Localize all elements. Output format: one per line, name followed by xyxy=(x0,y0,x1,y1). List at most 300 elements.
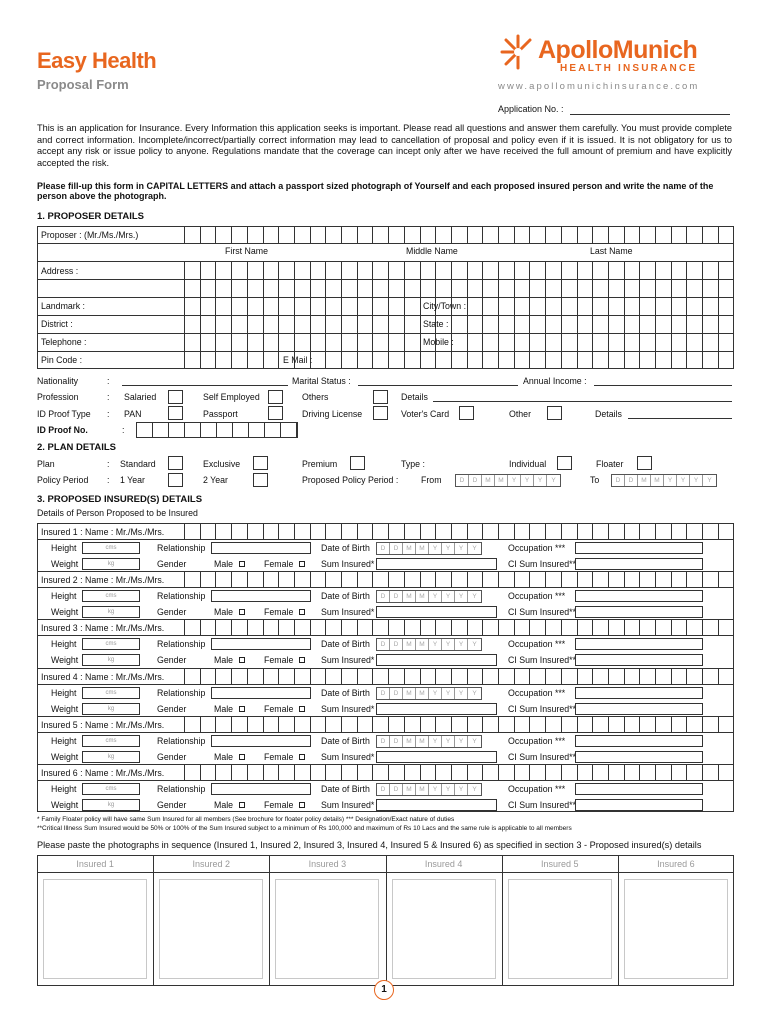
grid-cell-line xyxy=(529,351,530,369)
date-digit-cell[interactable]: M xyxy=(403,591,416,602)
name-row-line xyxy=(37,732,734,733)
gender-label: Gender xyxy=(157,559,187,569)
relationship-label: Relationship xyxy=(157,687,206,698)
male-checkbox[interactable] xyxy=(239,657,245,663)
relationship-field[interactable] xyxy=(211,638,311,650)
name-cell-line xyxy=(247,524,248,539)
name-cell-line xyxy=(624,524,625,539)
last-name-label: Last Name xyxy=(590,246,633,256)
date-digit-cell[interactable]: D xyxy=(456,475,469,486)
self-employed-checkbox[interactable] xyxy=(268,390,283,404)
date-digit-cell[interactable]: Y xyxy=(442,591,455,602)
photo-header-label: Insured 2 xyxy=(192,859,231,869)
name-cell-line xyxy=(325,669,326,684)
male-checkbox[interactable] xyxy=(239,609,245,615)
grid-cell-line xyxy=(325,351,326,369)
grid-cell-line xyxy=(655,297,656,351)
date-digit-cell[interactable]: M xyxy=(403,639,416,650)
grid-cell-line xyxy=(341,261,342,297)
date-digit-cell[interactable]: M xyxy=(416,591,429,602)
weight-field[interactable]: kg xyxy=(82,558,140,570)
passport-checkbox[interactable] xyxy=(268,406,283,420)
section-1-title: 1. PROPOSER DETAILS xyxy=(37,211,144,222)
grid-cell-line xyxy=(420,351,421,369)
date-digit-cell[interactable]: Y xyxy=(472,641,477,649)
date-digit-cell[interactable]: Y xyxy=(455,543,468,554)
id-details-label: Details xyxy=(595,409,622,419)
relationship-field[interactable] xyxy=(211,783,311,795)
date-digit-cell[interactable]: D xyxy=(390,639,403,650)
female-checkbox[interactable] xyxy=(299,561,305,567)
name-cell-line xyxy=(184,669,185,684)
date-digit-cell[interactable]: Y xyxy=(455,591,468,602)
weight-field[interactable]: kg xyxy=(82,703,140,715)
id-proof-digit-cell[interactable] xyxy=(265,423,281,437)
height-field[interactable]: cms xyxy=(82,542,140,554)
ci-sum-insured-field[interactable] xyxy=(575,606,703,618)
date-digit-cell[interactable]: D xyxy=(469,475,482,486)
floater-checkbox[interactable] xyxy=(637,456,652,470)
grid-cell-line xyxy=(498,351,499,369)
date-digit-cell[interactable]: D xyxy=(377,639,390,650)
date-digit-cell[interactable]: Y xyxy=(442,639,455,650)
name-cell-line xyxy=(341,669,342,684)
sum-insured-label: Sum Insured* xyxy=(321,703,375,714)
date-digit-cell[interactable]: Y xyxy=(455,639,468,650)
name-cell-line xyxy=(420,572,421,587)
grid-cell-line xyxy=(608,351,609,369)
weight-field[interactable]: kg xyxy=(82,751,140,763)
grid-cell-line xyxy=(404,226,405,243)
weight-label: Weight xyxy=(51,703,79,714)
grid-cell-line xyxy=(718,261,719,297)
grid-cell-line xyxy=(294,261,295,297)
grid-cell-line xyxy=(561,351,562,369)
photo-header-label: Insured 4 xyxy=(424,859,463,869)
grid-cell-line xyxy=(529,297,530,351)
name-cell-line xyxy=(451,765,452,780)
address-label: Address : xyxy=(41,266,79,276)
grid-cell-line xyxy=(561,261,562,297)
id-proof-digit-cell[interactable] xyxy=(153,423,169,437)
others-checkbox[interactable] xyxy=(373,390,388,404)
grid-cell-line xyxy=(498,261,499,297)
annual-income-field[interactable] xyxy=(594,385,732,386)
name-cell-line xyxy=(435,572,436,587)
name-cell-line xyxy=(671,620,672,635)
name-cell-line xyxy=(482,717,483,732)
footnote-1: * Family Floater policy will have same Sum Insured for all members (See brochure for floater policy details) *** Designation/Exact nature of duties xyxy=(37,816,455,823)
name-cell-line xyxy=(592,765,593,780)
date-digit-cell[interactable]: D xyxy=(625,475,638,486)
date-digit-cell[interactable]: Y xyxy=(472,737,477,745)
first-name-label: First Name xyxy=(225,246,269,256)
photo-paste-area[interactable] xyxy=(508,879,612,979)
standard-checkbox[interactable] xyxy=(168,456,183,470)
voters-card-checkbox[interactable] xyxy=(459,406,474,420)
grid-cell-line xyxy=(357,351,358,369)
male-checkbox[interactable] xyxy=(239,561,245,567)
sum-insured-field[interactable] xyxy=(376,799,497,811)
date-digit-cell[interactable]: Y xyxy=(677,475,690,486)
name-cell-line xyxy=(388,524,389,539)
date-digit-cell[interactable]: M xyxy=(482,475,495,486)
name-cell-line xyxy=(263,620,264,635)
date-digit-cell[interactable]: D xyxy=(390,736,403,747)
id-proof-digit-cell[interactable] xyxy=(169,423,185,437)
nationality-label: Nationality xyxy=(37,376,79,386)
name-cell-line xyxy=(702,524,703,539)
id-proof-no-label: ID Proof No. xyxy=(37,425,88,435)
name-cell-line xyxy=(451,620,452,635)
name-cell-line xyxy=(310,717,311,732)
name-cell-line xyxy=(577,717,578,732)
name-cell-line xyxy=(639,717,640,732)
premium-checkbox[interactable] xyxy=(350,456,365,470)
name-cell-line xyxy=(388,572,389,587)
application-no-field[interactable] xyxy=(570,114,730,115)
grid-cell-line xyxy=(577,351,578,369)
male-checkbox[interactable] xyxy=(239,802,245,808)
grid-cell-line xyxy=(561,297,562,351)
name-cell-line xyxy=(624,717,625,732)
details-label: Details xyxy=(401,392,428,402)
from-date-field[interactable] xyxy=(455,474,561,487)
relationship-field[interactable] xyxy=(211,687,311,699)
photo-header-label: Insured 1 xyxy=(76,859,114,869)
date-digit-cell[interactable]: M xyxy=(416,736,429,747)
weight-field[interactable]: kg xyxy=(82,654,140,666)
date-digit-cell[interactable]: Y xyxy=(472,786,477,793)
grid-cell-line xyxy=(451,261,452,297)
name-cell-line xyxy=(624,669,625,684)
occupation-field[interactable] xyxy=(575,783,703,795)
id-details-field[interactable] xyxy=(628,418,732,419)
relationship-field[interactable] xyxy=(211,542,311,554)
grid-cell-line xyxy=(671,351,672,369)
name-cell-line xyxy=(529,765,530,780)
id-proof-digit-cell[interactable] xyxy=(233,423,249,437)
date-digit-cell[interactable]: D xyxy=(390,688,403,699)
name-cell-line xyxy=(529,572,530,587)
name-cell-line xyxy=(357,717,358,732)
date-digit-cell[interactable]: Y xyxy=(472,593,477,601)
nationality-field[interactable] xyxy=(122,385,288,386)
weight-field[interactable]: kg xyxy=(82,799,140,811)
date-digit-cell[interactable]: Y xyxy=(472,545,477,552)
relationship-field[interactable] xyxy=(211,590,311,602)
weight-field[interactable]: kg xyxy=(82,606,140,618)
date-digit-cell[interactable]: Y xyxy=(429,688,442,699)
date-digit-cell[interactable]: M xyxy=(416,639,429,650)
date-digit-cell[interactable]: Y xyxy=(429,736,442,747)
date-digit-cell[interactable]: Y xyxy=(455,736,468,747)
date-digit-cell[interactable]: Y xyxy=(429,784,442,795)
photo-paste-area[interactable] xyxy=(275,879,379,979)
other-checkbox[interactable] xyxy=(547,406,562,420)
name-cell-line xyxy=(435,765,436,780)
occupation-field[interactable] xyxy=(575,638,703,650)
name-cell-line xyxy=(231,669,232,684)
name-cell-line xyxy=(545,717,546,732)
relationship-label: Relationship xyxy=(157,591,206,602)
name-cell-line xyxy=(608,620,609,635)
name-cell-line xyxy=(577,620,578,635)
name-cell-line xyxy=(702,620,703,635)
occupation-field[interactable] xyxy=(575,687,703,699)
date-digit-cell[interactable]: Y xyxy=(508,475,521,486)
name-cell-line xyxy=(686,620,687,635)
female-checkbox[interactable] xyxy=(299,706,305,712)
name-cell-line xyxy=(608,717,609,732)
name-cell-line xyxy=(420,524,421,539)
female-checkbox[interactable] xyxy=(299,802,305,808)
gender-label: Gender xyxy=(157,655,187,666)
section-3-title: 3. PROPOSED INSURED(S) DETAILS xyxy=(37,494,203,505)
name-cell-line xyxy=(184,524,185,539)
grid-cell-line xyxy=(420,261,421,297)
date-digit-cell[interactable]: Y xyxy=(455,784,468,795)
marital-status-field[interactable] xyxy=(358,385,518,386)
grid-cell-line xyxy=(200,261,201,297)
height-field[interactable]: cms xyxy=(82,590,140,602)
dob-label: Date of Birth xyxy=(321,543,370,553)
grid-cell-line xyxy=(341,297,342,351)
salaried-checkbox[interactable] xyxy=(168,390,183,404)
one-year-label: 1 Year xyxy=(120,475,145,485)
name-cell-line xyxy=(702,669,703,684)
grid-cell-line xyxy=(577,261,578,297)
id-proof-digit-cell[interactable] xyxy=(281,423,297,437)
name-cell-line xyxy=(278,765,279,780)
name-cell-line xyxy=(184,717,185,732)
ci-sum-insured-field[interactable] xyxy=(575,558,703,570)
one-year-checkbox[interactable] xyxy=(168,473,183,487)
date-digit-cell[interactable]: Y xyxy=(429,591,442,602)
dob-field[interactable] xyxy=(376,687,482,700)
date-digit-cell[interactable]: D xyxy=(390,591,403,602)
height-label: Height xyxy=(51,735,77,746)
female-checkbox[interactable] xyxy=(299,657,305,663)
photo-paste-area[interactable] xyxy=(159,879,263,979)
name-cell-line xyxy=(372,572,373,587)
height-field[interactable]: cms xyxy=(82,638,140,650)
sum-insured-field[interactable] xyxy=(376,751,497,763)
name-cell-line xyxy=(655,669,656,684)
date-digit-cell[interactable]: D xyxy=(377,688,390,699)
name-cell-line xyxy=(561,669,562,684)
name-cell-line xyxy=(467,717,468,732)
grid-cell-line xyxy=(467,261,468,297)
name-cell-line xyxy=(561,717,562,732)
sum-insured-field[interactable] xyxy=(376,558,497,570)
name-cell-line xyxy=(215,620,216,635)
name-cell-line xyxy=(263,572,264,587)
date-digit-cell[interactable]: M xyxy=(403,784,416,795)
grid-cell-line xyxy=(624,351,625,369)
id-proof-digit-cell[interactable] xyxy=(217,423,233,437)
grid-cell-line xyxy=(310,261,311,297)
date-digit-cell[interactable]: Y xyxy=(472,689,477,697)
name-cell-line xyxy=(514,669,515,684)
date-digit-cell[interactable]: Y xyxy=(521,475,534,486)
name-cell-line xyxy=(372,524,373,539)
profession-details-field[interactable] xyxy=(433,401,732,402)
occupation-field[interactable] xyxy=(575,735,703,747)
name-cell-line xyxy=(624,572,625,587)
grid-cell-line xyxy=(592,351,593,369)
date-digit-cell[interactable]: D xyxy=(390,543,403,554)
photo-instruction: Please paste the photographs in sequence (Insured 1, Insured 2, Insured 3, Insured 4, Insured 5 & Insured 6) as specified in section 3 - Proposed insured(s) details xyxy=(37,840,702,850)
individual-checkbox[interactable] xyxy=(557,456,572,470)
dob-field[interactable] xyxy=(376,590,482,603)
website-url: www.apollomunichinsurance.com xyxy=(498,81,700,92)
exclusive-checkbox[interactable] xyxy=(253,456,268,470)
name-cell-line xyxy=(545,572,546,587)
name-cell-line xyxy=(357,572,358,587)
two-year-checkbox[interactable] xyxy=(253,473,268,487)
male-label: Male xyxy=(214,800,234,810)
grid-cell-line xyxy=(608,226,609,243)
name-cell-line xyxy=(372,765,373,780)
male-checkbox[interactable] xyxy=(239,754,245,760)
name-cell-line xyxy=(294,669,295,684)
date-digit-cell[interactable]: Y xyxy=(551,477,556,484)
date-digit-cell[interactable]: Y xyxy=(442,543,455,554)
date-digit-cell[interactable]: M xyxy=(403,736,416,747)
grid-cell-line xyxy=(467,226,468,243)
date-digit-cell[interactable]: D xyxy=(612,475,625,486)
name-cell-line xyxy=(671,717,672,732)
male-label: Male xyxy=(214,655,234,666)
ci-sum-insured-field[interactable] xyxy=(575,799,703,811)
date-digit-cell[interactable]: Y xyxy=(442,784,455,795)
ci-sum-insured-field[interactable] xyxy=(575,751,703,763)
date-digit-cell[interactable]: Y xyxy=(455,688,468,699)
date-digit-cell[interactable]: M xyxy=(638,475,651,486)
to-date-field[interactable] xyxy=(611,474,717,487)
date-digit-cell[interactable]: M xyxy=(403,543,416,554)
dob-field[interactable] xyxy=(376,638,482,651)
date-digit-cell[interactable]: D xyxy=(377,736,390,747)
grid-cell-line xyxy=(325,297,326,351)
premium-label: Premium xyxy=(302,459,338,469)
female-checkbox[interactable] xyxy=(299,609,305,615)
male-checkbox[interactable] xyxy=(239,706,245,712)
name-cell-line xyxy=(247,620,248,635)
id-proof-digit-cell[interactable] xyxy=(185,423,201,437)
grid-cell-line xyxy=(247,351,248,369)
profession-label: Profession xyxy=(37,392,79,402)
occupation-label: Occupation *** xyxy=(508,784,566,794)
height-label: Height xyxy=(51,591,77,602)
grid-cell-line xyxy=(435,261,436,297)
photo-paste-area[interactable] xyxy=(624,879,728,979)
date-digit-cell[interactable]: Y xyxy=(429,543,442,554)
date-digit-cell[interactable]: M xyxy=(416,543,429,554)
grid-cell-line xyxy=(325,261,326,297)
date-digit-cell[interactable]: Y xyxy=(442,688,455,699)
photo-paste-area[interactable] xyxy=(43,879,147,979)
name-cell-line xyxy=(577,524,578,539)
height-field[interactable]: cms xyxy=(82,735,140,747)
occupation-field[interactable] xyxy=(575,590,703,602)
name-row-line xyxy=(37,587,734,588)
photo-paste-area[interactable] xyxy=(392,879,496,979)
insured-divider xyxy=(37,668,734,669)
page-number: 1 xyxy=(374,980,394,1000)
dob-field[interactable] xyxy=(376,542,482,555)
height-field[interactable]: cms xyxy=(82,783,140,795)
date-digit-cell[interactable]: Y xyxy=(690,475,703,486)
ci-sum-insured-field[interactable] xyxy=(575,703,703,715)
grid-cell-line xyxy=(686,226,687,243)
date-digit-cell[interactable]: Y xyxy=(707,477,712,484)
dob-field[interactable] xyxy=(376,735,482,748)
date-digit-cell[interactable]: Y xyxy=(429,639,442,650)
occupation-label: Occupation *** xyxy=(508,687,566,698)
date-digit-cell[interactable]: D xyxy=(377,784,390,795)
female-checkbox[interactable] xyxy=(299,754,305,760)
height-field[interactable]: cms xyxy=(82,687,140,699)
date-digit-cell[interactable]: M xyxy=(403,688,416,699)
name-cell-line xyxy=(639,572,640,587)
name-cell-line xyxy=(404,620,405,635)
date-digit-cell[interactable]: Y xyxy=(442,736,455,747)
height-label: Height xyxy=(51,543,77,553)
name-cell-line xyxy=(624,765,625,780)
female-label: Female xyxy=(264,751,294,762)
relationship-field[interactable] xyxy=(211,735,311,747)
dob-field[interactable] xyxy=(376,783,482,796)
date-digit-cell[interactable]: M xyxy=(651,475,664,486)
grid-cell-line xyxy=(482,226,483,243)
ci-sum-insured-label: CI Sum Insured** xyxy=(508,751,576,762)
ci-sum-insured-field[interactable] xyxy=(575,654,703,666)
occupation-label: Occupation *** xyxy=(508,639,566,650)
self-employed-label: Self Employed xyxy=(203,392,260,402)
name-cell-line xyxy=(702,765,703,780)
grid-line xyxy=(37,279,734,280)
date-digit-cell[interactable]: D xyxy=(390,784,403,795)
id-proof-no-grid[interactable] xyxy=(136,422,298,438)
date-digit-cell[interactable]: D xyxy=(377,591,390,602)
name-cell-line xyxy=(514,717,515,732)
grid-cell-line xyxy=(310,297,311,351)
date-digit-cell[interactable]: Y xyxy=(534,475,547,486)
name-cell-line xyxy=(718,717,719,732)
name-cell-line xyxy=(514,765,515,780)
id-proof-digit-cell[interactable] xyxy=(249,423,265,437)
floater-label: Floater xyxy=(596,459,624,469)
pan-checkbox[interactable] xyxy=(168,406,183,420)
date-digit-cell[interactable]: M xyxy=(495,475,508,486)
sum-insured-field[interactable] xyxy=(376,606,497,618)
name-cell-line xyxy=(482,620,483,635)
date-digit-cell[interactable]: M xyxy=(416,688,429,699)
insured-name-label: Insured 6 : Name : Mr./Ms./Mrs. xyxy=(41,768,165,778)
id-proof-digit-cell[interactable] xyxy=(137,423,153,437)
sum-insured-field[interactable] xyxy=(376,703,497,715)
date-digit-cell[interactable]: D xyxy=(377,543,390,554)
sum-insured-field[interactable] xyxy=(376,654,497,666)
id-proof-digit-cell[interactable] xyxy=(201,423,217,437)
driving-license-checkbox[interactable] xyxy=(373,406,388,420)
name-cell-line xyxy=(671,669,672,684)
occupation-field[interactable] xyxy=(575,542,703,554)
date-digit-cell[interactable]: Y xyxy=(664,475,677,486)
date-digit-cell[interactable]: M xyxy=(416,784,429,795)
